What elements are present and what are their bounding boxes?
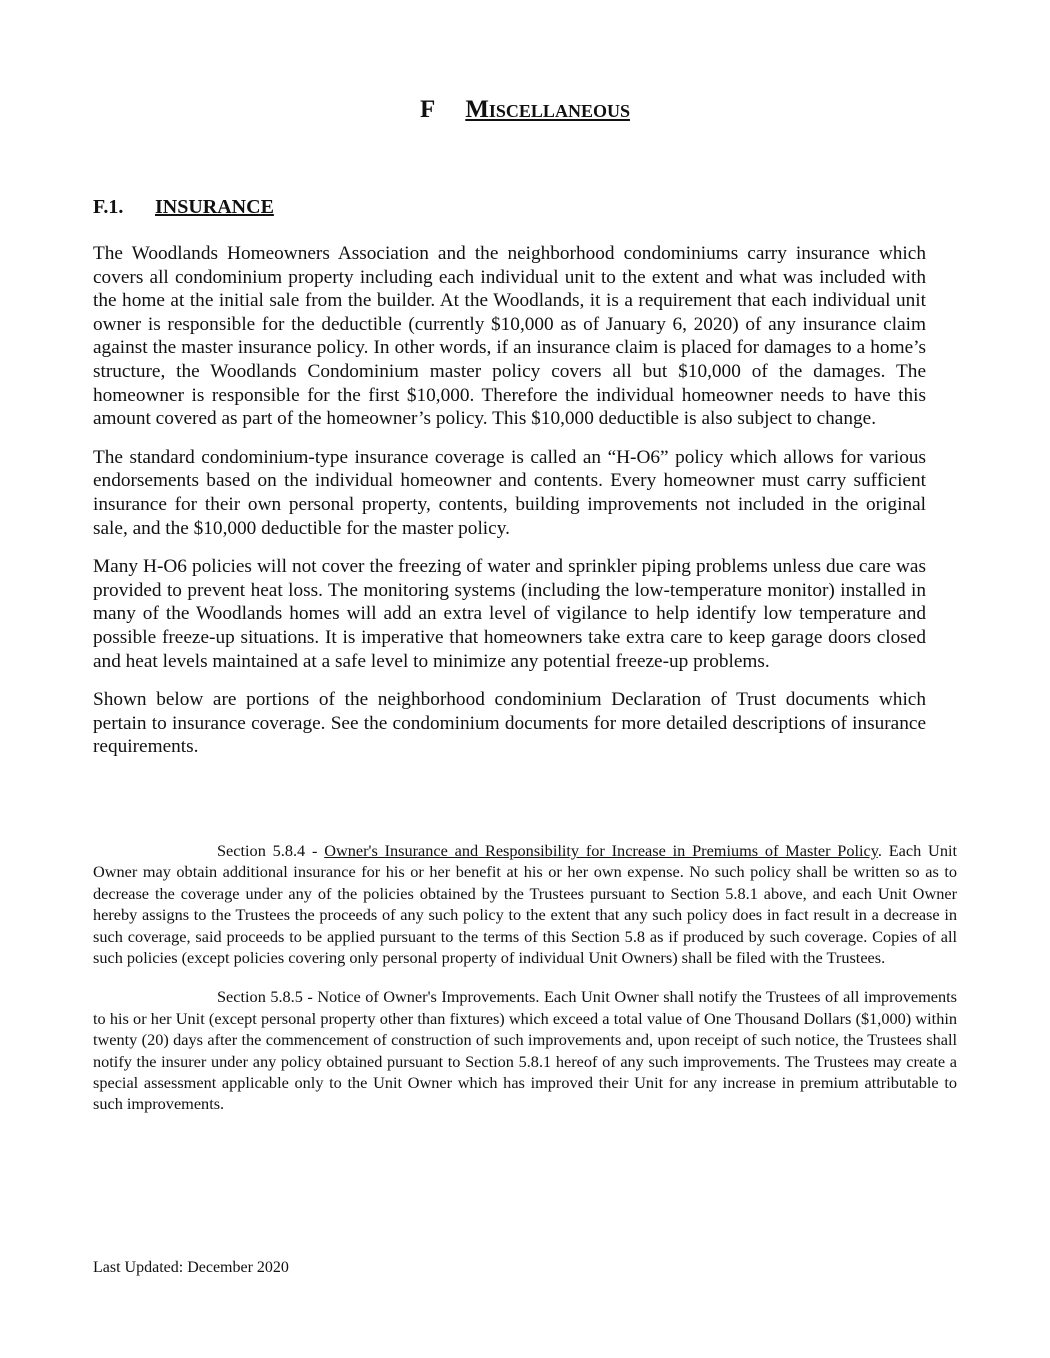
paragraph: The Woodlands Homeowners Association and the neighborhood condominiums carry insurance which covers all condominium property including each individual unit to the extent and what was included with the home at the initial sale from the builder. At the Woodlands, it is a requirement that each individual unit owner is responsible for the deductible (currently $10,000 as of January 6, 2020) of any insurance claim against the master insurance policy. In other words, if an insurance claim is placed for damages to a home’s structure, the Woodlands Condominium master policy covers all but $10,000 of the damages. The homeowner is responsible for the first $10,000. Therefore the individual homeowner needs to have this amount covered as part of the homeowner’s policy. This $10,000 deductible is also subject to change. [93, 243, 926, 430]
footer-last-updated: Last Updated: December 2020 [93, 1259, 289, 1276]
section-heading [93, 193, 274, 221]
quoted-section-title: Owner's Insurance and Responsibility for Increase in Premiums of Master Policy [324, 841, 878, 860]
section-title: INSURANCE [155, 196, 274, 218]
paragraph: Many H-O6 policies will not cover the freezing of water and sprinkler piping problems unless due care was provided to prevent heat loss. The monitoring systems (including the low-temperature monitor) installed in many of the Woodlands homes will add an extra level of vigilance to help identify low temperature and possible freeze-up situations. It is imperative that homeowners take extra care to keep garage doors closed and heat levels maintained at a safe level to minimize any potential freeze-up problems. [93, 556, 926, 672]
quoted-section-lead: Section 5.8.5 - [217, 987, 318, 1007]
page-title [0, 92, 1050, 128]
chapter-title: Miscellaneous [465, 96, 630, 123]
section-number: F.1. [93, 196, 124, 218]
quoted-section-lead: Section 5.8.4 - [217, 841, 325, 860]
chapter-letter: F [420, 96, 436, 123]
quoted-section [93, 986, 957, 1114]
quoted-section-body: Notice of Owner's Improvements. Each Unit Owner shall notify the Trustees of all improvements to his or her Unit (except personal property other than fixtures) which exceed a total value of One Thousand Dollars ($1,000) within twenty (20) days after the commencement of construction of such improvements and, upon receipt of such notice, the Trustees shall notify the insurer under any policy obtained pursuant to Section 5.8.1 hereof of any such improvements. The Trustees may create a special assessment applicable only to the Unit Owner which has improved their Unit for any increase in premium attributable to such improvements. [93, 987, 957, 1114]
quoted-section-body: . Each Unit Owner may obtain additional insurance for his or her benefit at his or her own expense. No such policy shall be written so as to decrease the coverage under any of the policies obtained by the Trustees pursuant to Section 5.8.1 above, and each Unit Owner hereby assigns to the Trustees the proceeds of any such policy to the extent that any such policy does in fact result in a decrease in such coverage, said proceeds to be applied pursuant to the terms of this Section 5.8 as if produced by such coverage. Copies of all such policies (except policies covering only personal property of individual Unit Owners) shall be filed with the Trustees. [93, 841, 958, 968]
body-text [93, 242, 926, 774]
paragraph: The standard condominium-type insurance coverage is called an “H-O6” policy which allows for various endorsements based on the individual homeowner and contents. Every homeowner must carry sufficient insurance for their own personal property, contents, building improvements not included in the original sale, and the $10,000 deductible for the master policy. [93, 446, 926, 539]
declaration-excerpts [93, 840, 957, 1133]
paragraph: Shown below are portions of the neighborhood condominium Declaration of Trust documents which pertain to insurance coverage. See the condominium documents for more detailed descriptions of insurance requirements. [93, 689, 926, 758]
quoted-section [93, 840, 957, 968]
